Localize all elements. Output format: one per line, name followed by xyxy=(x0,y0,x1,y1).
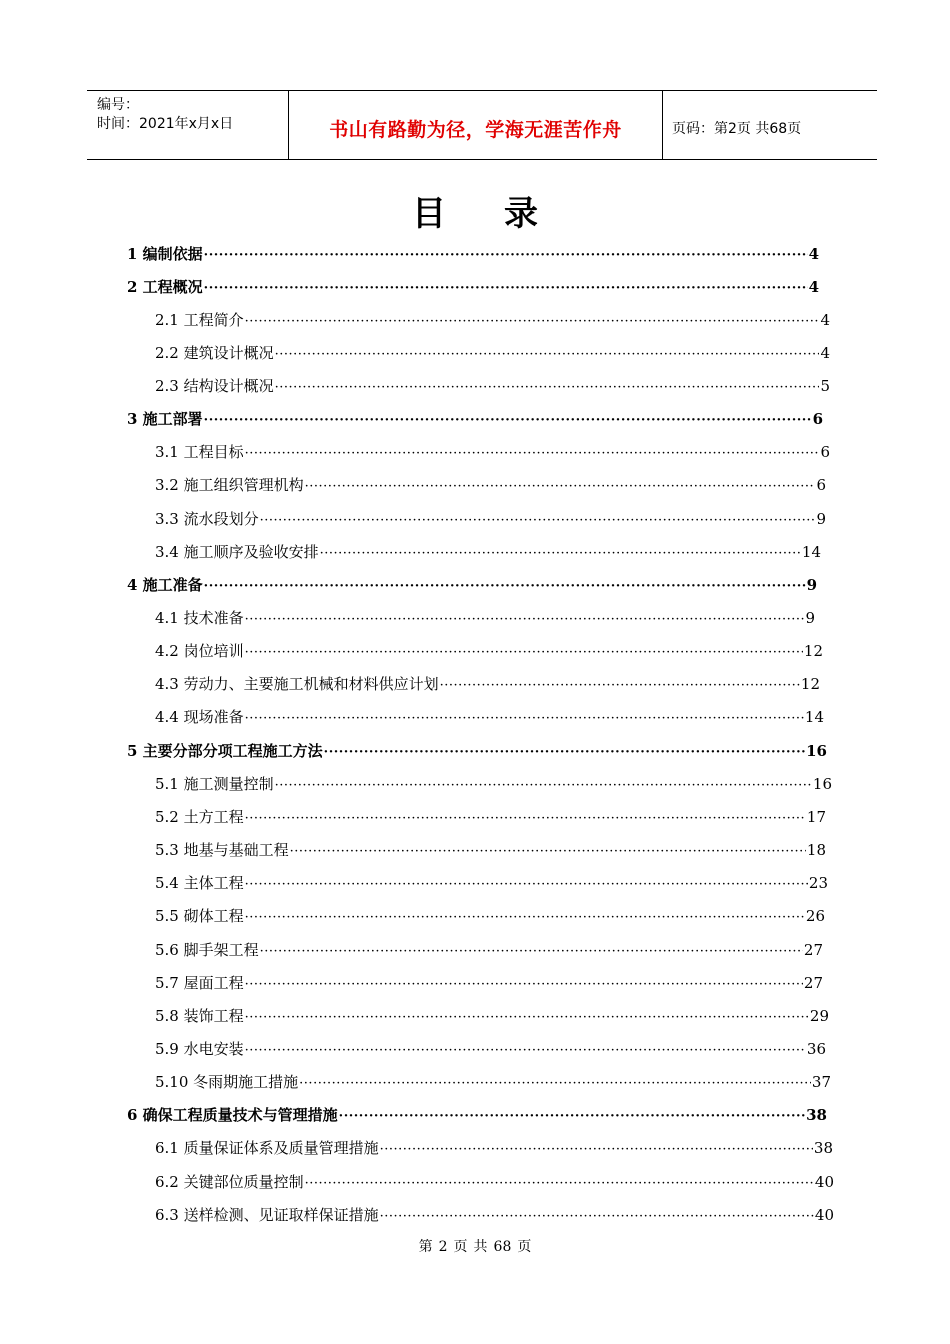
toc-entry-page: 6 xyxy=(812,410,823,428)
toc-entry[interactable] xyxy=(155,1171,834,1193)
toc-entry-page: 4 xyxy=(808,278,819,296)
footer-text: 第 xyxy=(418,1239,433,1255)
toc-leader-dots xyxy=(245,711,804,726)
toc-leader-dots xyxy=(275,347,820,362)
toc-leader-dots xyxy=(204,281,808,296)
toc-entry[interactable] xyxy=(155,1005,829,1027)
toc-entry[interactable] xyxy=(155,1038,826,1060)
toc-leader-dots xyxy=(275,778,812,793)
toc-entry-label: 6.3 送样检测、见证取样保证措施 xyxy=(155,1206,379,1224)
toc-entry-label: 5.6 脚手架工程 xyxy=(155,941,259,959)
toc-entry-label: 3.4 施工顺序及验收安排 xyxy=(155,543,319,561)
toc-entry[interactable] xyxy=(127,574,817,596)
toc-entry[interactable] xyxy=(155,1071,831,1093)
toc-entry[interactable] xyxy=(155,706,824,728)
toc-entry[interactable] xyxy=(127,408,823,430)
toc-leader-dots xyxy=(305,1176,814,1191)
toc-entry-label: 2.1 工程简介 xyxy=(155,311,244,329)
toc-entry-page: 23 xyxy=(808,874,828,892)
toc-entry[interactable] xyxy=(155,972,823,994)
toc-entry-page: 5 xyxy=(820,377,830,395)
toc-entry-label: 6 确保工程质量技术与管理措施 xyxy=(127,1106,338,1124)
toc-leader-dots xyxy=(245,612,805,627)
toc-entry-label: 6.1 质量保证体系及质量管理措施 xyxy=(155,1139,379,1157)
footer-text: 页 xyxy=(453,1239,468,1255)
toc-entry-page: 18 xyxy=(806,841,826,859)
toc-leader-dots xyxy=(245,877,808,892)
toc-entry-label: 3.1 工程目标 xyxy=(155,443,244,461)
toc-entry[interactable] xyxy=(155,541,821,563)
toc-entry[interactable] xyxy=(155,441,830,463)
toc-entry-label: 4 施工准备 xyxy=(127,576,203,594)
toc-entry-page: 36 xyxy=(806,1040,826,1058)
toc-leader-dots xyxy=(440,678,800,693)
toc-leader-dots xyxy=(245,811,806,826)
toc-entry-label: 5.5 砌体工程 xyxy=(155,907,244,925)
toc-title-char-2: 录 xyxy=(504,194,538,234)
toc-entry[interactable] xyxy=(155,342,830,364)
toc-entry-page: 4 xyxy=(820,344,830,362)
toc-entry-page: 6 xyxy=(816,476,826,494)
footer-text: 页 xyxy=(517,1239,532,1255)
toc-entry-page: 16 xyxy=(812,775,832,793)
toc-entry-label: 3 施工部署 xyxy=(127,410,203,428)
page-footer xyxy=(0,1236,950,1256)
document-number-label: 编号： xyxy=(97,97,139,113)
toc-leader-dots xyxy=(245,446,820,461)
toc-entry-label: 5.2 土方工程 xyxy=(155,808,244,826)
toc-entry[interactable] xyxy=(127,276,819,298)
document-time-label: 时间：2021年x月x日 xyxy=(97,116,234,132)
toc-entry-label: 5 主要分部分项工程施工方法 xyxy=(127,742,323,760)
toc-entry-page: 9 xyxy=(816,510,826,528)
toc-entry-label: 2.3 结构设计概况 xyxy=(155,377,274,395)
toc-entry-label: 3.2 施工组织管理机构 xyxy=(155,476,304,494)
toc-entry[interactable] xyxy=(155,773,832,795)
toc-entry-label: 4.2 岗位培训 xyxy=(155,642,244,660)
toc-entry[interactable] xyxy=(155,607,815,629)
toc-entry-page: 12 xyxy=(803,642,823,660)
toc-entry[interactable] xyxy=(155,474,826,496)
toc-entry[interactable] xyxy=(127,740,827,762)
toc-leader-dots xyxy=(260,513,816,528)
toc-entry[interactable] xyxy=(155,905,825,927)
toc-entry[interactable] xyxy=(155,1204,834,1226)
toc-leader-dots xyxy=(245,977,803,992)
toc-entry-page: 37 xyxy=(811,1073,831,1091)
toc-entry-page: 14 xyxy=(804,708,824,726)
toc-entry-label: 1 编制依据 xyxy=(127,245,203,263)
toc-entry-page: 9 xyxy=(805,609,815,627)
toc-entry[interactable] xyxy=(155,872,828,894)
toc-entry-label: 5.1 施工测量控制 xyxy=(155,775,274,793)
toc-entry-label: 2.2 建筑设计概况 xyxy=(155,344,274,362)
toc-entry-label: 5.10 冬雨期施工措施 xyxy=(155,1073,299,1091)
toc-leader-dots xyxy=(320,546,801,561)
toc-entry[interactable] xyxy=(127,1104,827,1126)
toc-entry-page: 14 xyxy=(801,543,821,561)
toc-entry-label: 2 工程概况 xyxy=(127,278,203,296)
toc-entry-page: 12 xyxy=(800,675,820,693)
toc-entry-label: 5.4 主体工程 xyxy=(155,874,244,892)
toc-leader-dots xyxy=(204,579,806,594)
toc-entry-page: 4 xyxy=(808,245,819,263)
toc-entry[interactable] xyxy=(155,839,826,861)
toc-leader-dots xyxy=(299,1076,811,1091)
toc-entry-page: 27 xyxy=(803,941,823,959)
toc-entry[interactable] xyxy=(155,673,820,695)
toc-entry-label: 4.4 现场准备 xyxy=(155,708,244,726)
toc-entry-page: 17 xyxy=(806,808,826,826)
toc-entry[interactable] xyxy=(155,640,823,662)
toc-leader-dots xyxy=(275,380,820,395)
toc-leader-dots xyxy=(245,1010,809,1025)
toc-entry[interactable] xyxy=(155,375,830,397)
footer-total-pages: 68 xyxy=(493,1239,512,1255)
toc-entry-label: 4.1 技术准备 xyxy=(155,609,244,627)
header-motto: 书山有路勤为径，学海无涯苦作舟 xyxy=(329,119,622,141)
toc-entry[interactable] xyxy=(155,508,826,530)
toc-leader-dots xyxy=(245,910,805,925)
toc-entry-page: 40 xyxy=(814,1206,834,1224)
toc-leader-dots xyxy=(204,413,812,428)
toc-entry[interactable] xyxy=(155,806,826,828)
toc-entry-label: 5.8 装饰工程 xyxy=(155,1007,244,1025)
footer-text: 共 xyxy=(473,1239,488,1255)
toc-leader-dots xyxy=(245,314,820,329)
toc-entry-page: 9 xyxy=(806,576,817,594)
toc-entry[interactable] xyxy=(127,243,819,265)
toc-entry-label: 5.9 水电安装 xyxy=(155,1040,244,1058)
toc-entry[interactable] xyxy=(155,309,830,331)
toc-entry-label: 6.2 关键部位质量控制 xyxy=(155,1173,304,1191)
footer-page-number: 2 xyxy=(438,1239,448,1255)
toc-entry-page: 16 xyxy=(806,742,827,760)
toc-entry-label: 3.3 流水段划分 xyxy=(155,510,259,528)
toc-entry-label: 4.3 劳动力、主要施工机械和材料供应计划 xyxy=(155,675,439,693)
toc-leader-dots xyxy=(290,844,806,859)
toc-leader-dots xyxy=(204,248,808,263)
toc-entry-page: 40 xyxy=(814,1173,834,1191)
toc-entry-page: 6 xyxy=(820,443,830,461)
toc-leader-dots xyxy=(380,1209,814,1224)
toc-entry-label: 5.3 地基与基础工程 xyxy=(155,841,289,859)
toc-leader-dots xyxy=(245,1043,806,1058)
toc-leader-dots xyxy=(305,479,816,494)
toc-entry-page: 29 xyxy=(809,1007,829,1025)
header-page-info: 页码：第2页 共68页 xyxy=(672,121,802,137)
toc-entry-page: 27 xyxy=(803,974,823,992)
toc-entry-page: 26 xyxy=(805,907,825,925)
toc-leader-dots xyxy=(245,645,803,660)
toc-leader-dots xyxy=(339,1109,805,1124)
toc-leader-dots xyxy=(380,1142,813,1157)
toc-entry[interactable] xyxy=(155,939,823,961)
toc-entry[interactable] xyxy=(155,1137,833,1159)
toc-entry-label: 5.7 屋面工程 xyxy=(155,974,244,992)
toc-leader-dots xyxy=(324,745,805,760)
toc-entry-page: 38 xyxy=(813,1139,833,1157)
toc-leader-dots xyxy=(260,944,803,959)
toc-title-char-1: 目 xyxy=(412,194,446,234)
toc-entry-page: 4 xyxy=(820,311,830,329)
toc-entry-page: 38 xyxy=(806,1106,827,1124)
